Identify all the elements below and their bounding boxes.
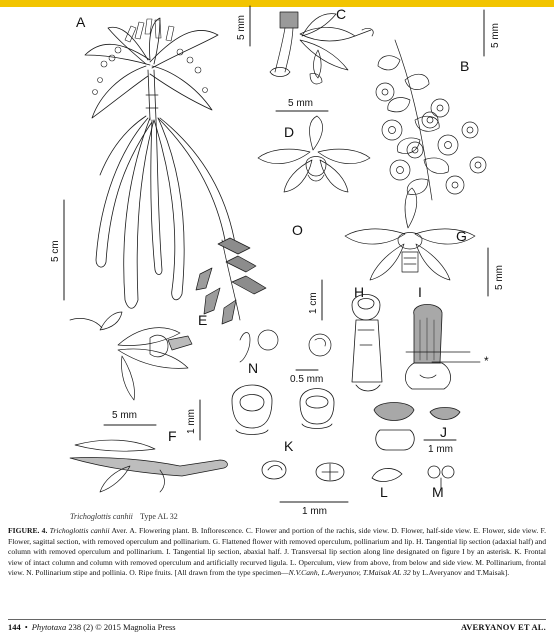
panel-b-inflorescence-drawing <box>376 40 486 200</box>
scale-label-l: 1 mm <box>302 506 327 517</box>
caption-figure-label: FIGURE. 4. <box>8 526 48 535</box>
asterisk-marker: * <box>484 354 489 368</box>
panel-label-d: D <box>284 124 295 140</box>
panel-j-section-drawing <box>374 403 460 451</box>
scale-label-j: 1 mm <box>428 444 453 455</box>
panel-d-flower-drawing <box>258 116 370 192</box>
page-footer <box>8 619 546 632</box>
scale-label-k: 1 mm <box>186 409 197 434</box>
specimen-type: Type AL 32 <box>140 512 178 521</box>
specimen-note: Trichoglottis canhii <box>70 512 133 521</box>
figure-caption <box>8 526 546 579</box>
caption-body: A. Flowering plant. B. Inflorescence. C. Flower and portion of the rachis, side view. D. Flower, half-side view. E. Flower, side view. F. Flower, sagittal section, with removed operculum and pollinarium. G. Flattened flower with removed operculum, pollinarium and lip. H. Tangential lip section (adaxial half) and column with removed operculum and pollinarium. I. Tangential lip section, abaxial half. J. Transversal lip section along line designated on figure I by an asterisk. K. Frontal view of intact column and column with removed operculum and artificially recurved ligula. L. Operculum, view from above, from below and side view. M. Pollinarium, frontal view. N. Pollinarium stipe and pollinia. O. Ripe fruits. [All drawn from the type specimen— <box>8 526 546 578</box>
panel-label-b: B <box>460 58 470 74</box>
footer-authors: AVERYANOV ET AL. <box>460 622 546 632</box>
panel-label-o: O <box>292 222 303 238</box>
panel-label-g: G <box>456 228 467 244</box>
panel-label-h: H <box>354 284 365 300</box>
panel-f-section-drawing <box>70 440 227 492</box>
panel-label-l: L <box>380 484 388 500</box>
panel-label-i: I <box>418 284 422 300</box>
panel-e-flower-drawing <box>70 312 192 400</box>
panel-label-k: K <box>284 438 294 454</box>
panel-label-f: F <box>168 428 177 444</box>
scale-label-g: 5 mm <box>494 265 505 290</box>
page-number: 144 <box>8 622 21 632</box>
scale-label-e: 5 mm <box>112 410 137 421</box>
scale-label-b: 5 mm <box>490 23 501 48</box>
scale-label-o: 1 cm <box>308 292 319 314</box>
panel-label-c: C <box>336 6 347 22</box>
caption-author: Aver. <box>111 526 128 535</box>
scale-label-d: 5 mm <box>288 98 313 109</box>
panel-label-e: E <box>198 312 208 328</box>
scale-label-n: 0.5 mm <box>290 374 324 385</box>
caption-collectors: N.V.Canh, L.Averyanov, T.Maisak AL 32 <box>288 568 411 578</box>
footer-left: 144 • Phytotaxa 238 (2) © 2015 Magnolia Press <box>8 622 176 632</box>
panel-k-column-drawing <box>232 385 334 435</box>
panel-c-flower-rachis-drawing <box>270 12 373 84</box>
scale-label-a: 5 cm <box>50 240 61 262</box>
panel-n-pollinarium-drawing <box>240 330 331 362</box>
panel-label-m: M <box>432 484 444 500</box>
scale-label-c: 5 mm <box>236 15 247 40</box>
panel-a-plant-drawing <box>85 18 234 308</box>
panel-label-a: A <box>76 14 86 30</box>
panel-h-lip-section-drawing <box>352 295 382 392</box>
scale-bars <box>64 6 488 502</box>
journal-name: Phytotaxa <box>31 622 67 632</box>
caption-drawn-by: by L.Averyanov and T.Maisak]. <box>412 568 510 578</box>
caption-species: Trichoglottis canhii <box>49 526 110 535</box>
panel-i-lip-section-drawing <box>405 305 470 390</box>
journal-volume: 238 (2) © 2015 Magnolia Press <box>68 622 176 632</box>
panel-label-j: J <box>440 424 447 440</box>
panel-l-operculum-drawing <box>262 461 402 481</box>
panel-label-n: N <box>248 360 259 376</box>
